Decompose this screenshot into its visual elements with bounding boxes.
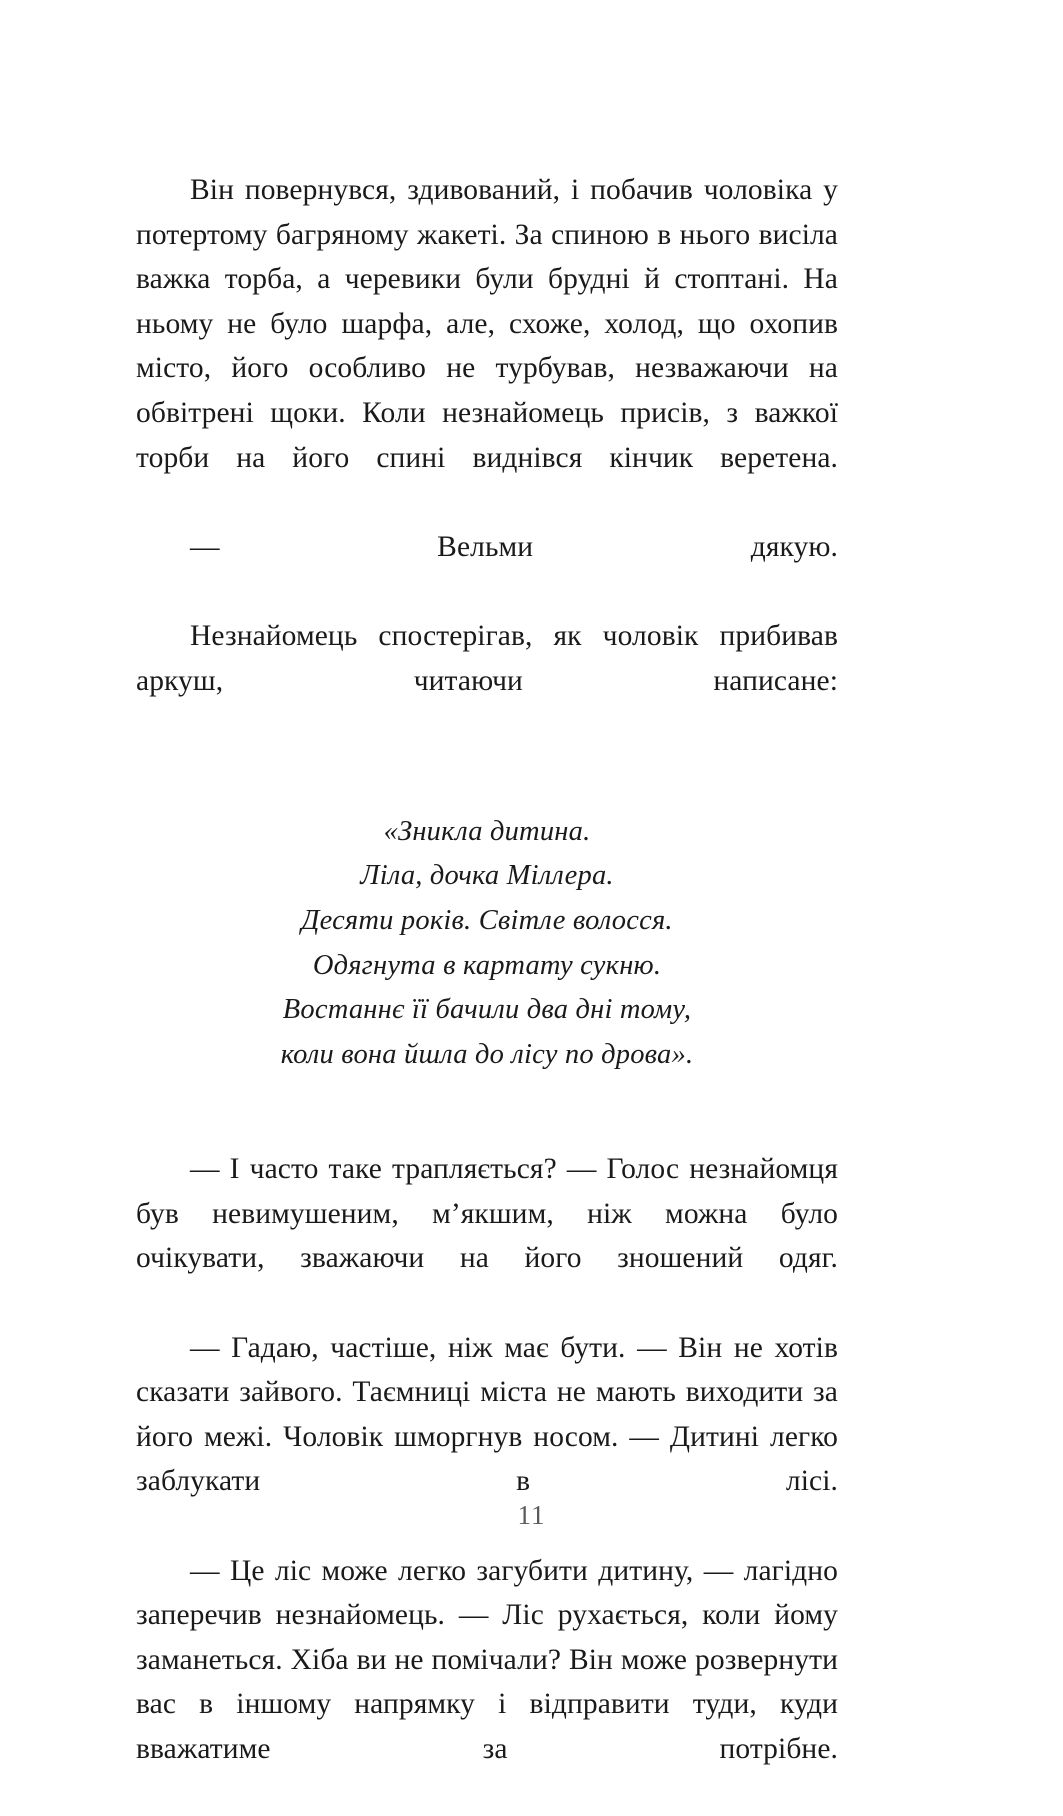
text-column <box>136 168 838 1816</box>
notice-line-5: Востаннє її бачили два дні тому, <box>282 994 692 1026</box>
missing-child-notice <box>136 810 838 1078</box>
spacer-below-notice <box>136 1077 838 1147</box>
paragraph-4-dialogue: — І часто таке трапляється? — Голос незнайомця був невимушеним, м’якшим, ніж можна було очікувати, зважаючи на його зношений одяг. <box>136 1153 838 1275</box>
notice-line-1: «Зникла дитина. <box>383 815 591 847</box>
paragraph-6-dialogue: — Це ліс може легко загубити дитину, — лагідно заперечив незнайомець. — Ліс рухається, коли йому заманеться. Хіба ви не помічали? Він може розвернути вас в іншому напрямку і відправити туди, куди вважатиме за потрібне. <box>136 1554 838 1765</box>
paragraph-5-dialogue: — Гадаю, частіше, ніж має бути. — Він не хотів сказати зайвого. Таємниці міста не мають виходити за його межі. Чоловік шморгнув носом. — Дитині легко заблукати в лісі. <box>136 1331 838 1498</box>
paragraph-3: Незнайомець спостерігав, як чоловік прибивав аркуш, читаючи написане: <box>136 619 838 697</box>
page-number: 11 <box>517 1500 546 1530</box>
spacer-above-notice <box>136 748 838 810</box>
paragraph-1: Він повернувся, здивований, і побачив чоловіка у потертому багряному жакеті. За спиною в нього висіла важка торба, а черевики були брудні й стоптані. На ньому не було шарфа, але, схоже, холод, що охопив місто, його особливо не турбував, незважаючи на обвітрені щоки. Коли незнайомець присів, з важкої торби на його спині виднівся кінчик веретена. <box>136 174 838 474</box>
notice-line-3: Десяти років. Світле волосся. <box>301 904 673 936</box>
paragraph-2-dialogue: — Вельми дякую. <box>190 530 838 563</box>
notice-line-6: коли вона йшла до лісу по дрова». <box>280 1038 694 1070</box>
notice-line-4: Одягнута в картату сукню. <box>312 949 662 981</box>
notice-line-2: Ліла, дочка Міллера. <box>360 860 614 892</box>
